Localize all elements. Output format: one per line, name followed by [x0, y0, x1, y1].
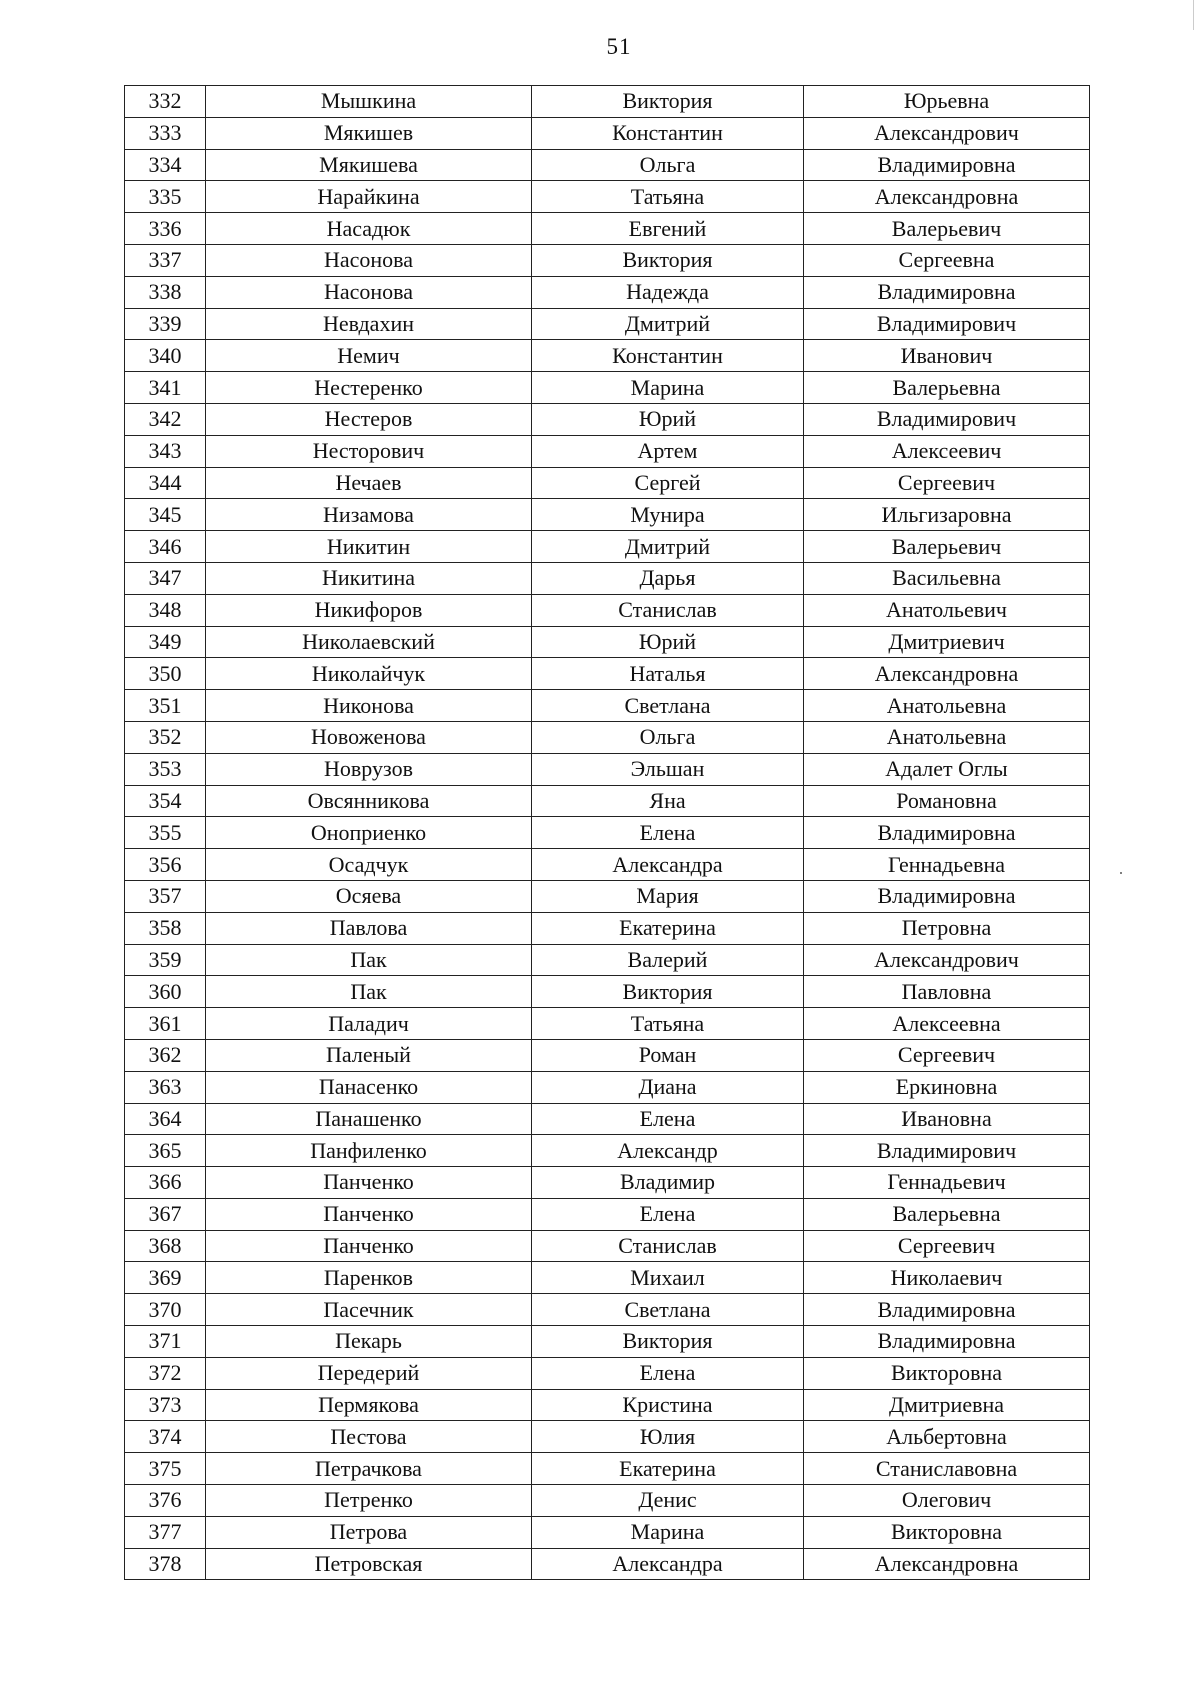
row-number-cell: 354 — [125, 785, 206, 817]
last-name-cell: Никонова — [206, 690, 532, 722]
last-name-cell: Передерий — [206, 1357, 532, 1389]
first-name-cell: Александра — [532, 1548, 804, 1580]
last-name-cell: Пак — [206, 976, 532, 1008]
row-number-cell: 351 — [125, 690, 206, 722]
row-number-cell: 358 — [125, 912, 206, 944]
table-row — [125, 849, 1090, 881]
first-name-cell: Юлия — [532, 1421, 804, 1453]
first-name-cell: Наталья — [532, 658, 804, 690]
row-number-cell: 353 — [125, 753, 206, 785]
row-number-cell: 362 — [125, 1039, 206, 1071]
patronymic-cell: Ильгизаровна — [804, 499, 1090, 531]
row-number-cell: 367 — [125, 1198, 206, 1230]
row-number-cell: 375 — [125, 1453, 206, 1485]
last-name-cell: Осяева — [206, 880, 532, 912]
last-name-cell: Паренков — [206, 1262, 532, 1294]
patronymic-cell: Сергеевич — [804, 1230, 1090, 1262]
table-row — [125, 1548, 1090, 1580]
patronymic-cell: Васильевна — [804, 562, 1090, 594]
patronymic-cell: Валерьевна — [804, 1198, 1090, 1230]
last-name-cell: Низамова — [206, 499, 532, 531]
first-name-cell: Валерий — [532, 944, 804, 976]
patronymic-cell: Владимировна — [804, 817, 1090, 849]
first-name-cell: Елена — [532, 1103, 804, 1135]
patronymic-cell: Дмитриевич — [804, 626, 1090, 658]
first-name-cell: Денис — [532, 1485, 804, 1517]
first-name-cell: Артем — [532, 435, 804, 467]
last-name-cell: Мышкина — [206, 86, 532, 118]
table-row — [125, 1071, 1090, 1103]
row-number-cell: 372 — [125, 1357, 206, 1389]
first-name-cell: Станислав — [532, 594, 804, 626]
row-number-cell: 356 — [125, 849, 206, 881]
patronymic-cell: Владимировна — [804, 276, 1090, 308]
table-row — [125, 149, 1090, 181]
table-row — [125, 817, 1090, 849]
patronymic-cell: Владимировна — [804, 1326, 1090, 1358]
first-name-cell: Светлана — [532, 690, 804, 722]
row-number-cell: 366 — [125, 1167, 206, 1199]
first-name-cell: Диана — [532, 1071, 804, 1103]
first-name-cell: Виктория — [532, 1326, 804, 1358]
last-name-cell: Нестеров — [206, 403, 532, 435]
row-number-cell: 348 — [125, 594, 206, 626]
table-row — [125, 1230, 1090, 1262]
scan-speck — [1120, 872, 1122, 874]
row-number-cell: 369 — [125, 1262, 206, 1294]
table-row — [125, 594, 1090, 626]
patronymic-cell: Алексеевна — [804, 1008, 1090, 1040]
row-number-cell: 374 — [125, 1421, 206, 1453]
table-row — [125, 944, 1090, 976]
patronymic-cell: Павловна — [804, 976, 1090, 1008]
table-row — [125, 86, 1090, 118]
table-row — [125, 1262, 1090, 1294]
patronymic-cell: Владимировна — [804, 880, 1090, 912]
first-name-cell: Елена — [532, 1198, 804, 1230]
table-row — [125, 181, 1090, 213]
last-name-cell: Никитина — [206, 562, 532, 594]
first-name-cell: Константин — [532, 340, 804, 372]
row-number-cell: 378 — [125, 1548, 206, 1580]
last-name-cell: Невдахин — [206, 308, 532, 340]
table-row — [125, 1039, 1090, 1071]
patronymic-cell: Сергеевна — [804, 244, 1090, 276]
row-number-cell: 368 — [125, 1230, 206, 1262]
first-name-cell: Кристина — [532, 1389, 804, 1421]
row-number-cell: 355 — [125, 817, 206, 849]
row-number-cell: 341 — [125, 372, 206, 404]
first-name-cell: Ольга — [532, 721, 804, 753]
table-row — [125, 658, 1090, 690]
first-name-cell: Дарья — [532, 562, 804, 594]
table-row — [125, 308, 1090, 340]
last-name-cell: Петренко — [206, 1485, 532, 1517]
patronymic-cell: Геннадьевич — [804, 1167, 1090, 1199]
last-name-cell: Новоженова — [206, 721, 532, 753]
table-row — [125, 372, 1090, 404]
row-number-cell: 352 — [125, 721, 206, 753]
table-row — [125, 1389, 1090, 1421]
page-number: 51 — [606, 34, 632, 59]
first-name-cell: Виктория — [532, 244, 804, 276]
table-row — [125, 721, 1090, 753]
patronymic-cell: Александровна — [804, 658, 1090, 690]
row-number-cell: 361 — [125, 1008, 206, 1040]
first-name-cell: Александр — [532, 1135, 804, 1167]
first-name-cell: Елена — [532, 1357, 804, 1389]
row-number-cell: 338 — [125, 276, 206, 308]
patronymic-cell: Романовна — [804, 785, 1090, 817]
row-number-cell: 332 — [125, 86, 206, 118]
row-number-cell: 360 — [125, 976, 206, 1008]
table-row — [125, 340, 1090, 372]
row-number-cell: 363 — [125, 1071, 206, 1103]
row-number-cell: 376 — [125, 1485, 206, 1517]
row-number-cell: 342 — [125, 403, 206, 435]
table-row — [125, 1103, 1090, 1135]
last-name-cell: Насонова — [206, 244, 532, 276]
last-name-cell: Насонова — [206, 276, 532, 308]
table-row — [125, 1453, 1090, 1485]
last-name-cell: Немич — [206, 340, 532, 372]
first-name-cell: Надежда — [532, 276, 804, 308]
last-name-cell: Панасенко — [206, 1071, 532, 1103]
last-name-cell: Панфиленко — [206, 1135, 532, 1167]
scan-edge-mark — [1193, 0, 1194, 30]
row-number-cell: 364 — [125, 1103, 206, 1135]
patronymic-cell: Анатольевич — [804, 594, 1090, 626]
table-row — [125, 1516, 1090, 1548]
patronymic-cell: Еркиновна — [804, 1071, 1090, 1103]
last-name-cell: Овсянникова — [206, 785, 532, 817]
table-row — [125, 213, 1090, 245]
patronymic-cell: Олегович — [804, 1485, 1090, 1517]
table-row — [125, 690, 1090, 722]
patronymic-cell: Сергеевич — [804, 1039, 1090, 1071]
table-row — [125, 467, 1090, 499]
first-name-cell: Виктория — [532, 976, 804, 1008]
row-number-cell: 333 — [125, 117, 206, 149]
last-name-cell: Петрова — [206, 1516, 532, 1548]
patronymic-cell: Владимировна — [804, 1294, 1090, 1326]
patronymic-cell: Валерьевич — [804, 531, 1090, 563]
row-number-cell: 340 — [125, 340, 206, 372]
row-number-cell: 339 — [125, 308, 206, 340]
last-name-cell: Насадюк — [206, 213, 532, 245]
table-row — [125, 1294, 1090, 1326]
table-row — [125, 880, 1090, 912]
row-number-cell: 337 — [125, 244, 206, 276]
patronymic-cell: Александровна — [804, 1548, 1090, 1580]
first-name-cell: Елена — [532, 817, 804, 849]
patronymic-cell: Алексеевич — [804, 435, 1090, 467]
patronymic-cell: Александровна — [804, 181, 1090, 213]
row-number-cell: 377 — [125, 1516, 206, 1548]
last-name-cell: Панченко — [206, 1198, 532, 1230]
last-name-cell: Никитин — [206, 531, 532, 563]
first-name-cell: Светлана — [532, 1294, 804, 1326]
patronymic-cell: Александрович — [804, 117, 1090, 149]
patronymic-cell: Анатольевна — [804, 721, 1090, 753]
first-name-cell: Роман — [532, 1039, 804, 1071]
patronymic-cell: Ивановна — [804, 1103, 1090, 1135]
patronymic-cell: Николаевич — [804, 1262, 1090, 1294]
row-number-cell: 336 — [125, 213, 206, 245]
first-name-cell: Юрий — [532, 626, 804, 658]
patronymic-cell: Валерьевна — [804, 372, 1090, 404]
patronymic-cell: Анатольевна — [804, 690, 1090, 722]
table-row — [125, 753, 1090, 785]
table-row — [125, 499, 1090, 531]
first-name-cell: Константин — [532, 117, 804, 149]
row-number-cell: 343 — [125, 435, 206, 467]
table-row — [125, 1421, 1090, 1453]
patronymic-cell: Викторовна — [804, 1357, 1090, 1389]
last-name-cell: Паленый — [206, 1039, 532, 1071]
last-name-cell: Панашенко — [206, 1103, 532, 1135]
table-row — [125, 1008, 1090, 1040]
patronymic-cell: Викторовна — [804, 1516, 1090, 1548]
last-name-cell: Петровская — [206, 1548, 532, 1580]
patronymic-cell: Владимирович — [804, 403, 1090, 435]
table-row — [125, 403, 1090, 435]
first-name-cell: Станислав — [532, 1230, 804, 1262]
last-name-cell: Новрузов — [206, 753, 532, 785]
last-name-cell: Панченко — [206, 1230, 532, 1262]
table-row — [125, 1357, 1090, 1389]
patronymic-cell: Геннадьевна — [804, 849, 1090, 881]
row-number-cell: 357 — [125, 880, 206, 912]
last-name-cell: Петрачкова — [206, 1453, 532, 1485]
last-name-cell: Нечаев — [206, 467, 532, 499]
table-row — [125, 626, 1090, 658]
table-row — [125, 1326, 1090, 1358]
row-number-cell: 345 — [125, 499, 206, 531]
first-name-cell: Марина — [532, 1516, 804, 1548]
row-number-cell: 344 — [125, 467, 206, 499]
first-name-cell: Татьяна — [532, 181, 804, 213]
last-name-cell: Осадчук — [206, 849, 532, 881]
row-number-cell: 365 — [125, 1135, 206, 1167]
patronymic-cell: Петровна — [804, 912, 1090, 944]
table-row — [125, 1167, 1090, 1199]
first-name-cell: Михаил — [532, 1262, 804, 1294]
patronymic-cell: Владимирович — [804, 308, 1090, 340]
last-name-cell: Нестеренко — [206, 372, 532, 404]
row-number-cell: 335 — [125, 181, 206, 213]
last-name-cell: Паладич — [206, 1008, 532, 1040]
row-number-cell: 346 — [125, 531, 206, 563]
row-number-cell: 347 — [125, 562, 206, 594]
first-name-cell: Татьяна — [532, 1008, 804, 1040]
roster-table — [124, 85, 1090, 1580]
last-name-cell: Николайчук — [206, 658, 532, 690]
table-row — [125, 785, 1090, 817]
first-name-cell: Дмитрий — [532, 531, 804, 563]
last-name-cell: Никифоров — [206, 594, 532, 626]
patronymic-cell: Александрович — [804, 944, 1090, 976]
patronymic-cell: Владимировна — [804, 149, 1090, 181]
patronymic-cell: Станиславовна — [804, 1453, 1090, 1485]
last-name-cell: Пак — [206, 944, 532, 976]
last-name-cell: Мякишев — [206, 117, 532, 149]
first-name-cell: Юрий — [532, 403, 804, 435]
table-row — [125, 435, 1090, 467]
row-number-cell: 350 — [125, 658, 206, 690]
first-name-cell: Мунира — [532, 499, 804, 531]
table-row — [125, 244, 1090, 276]
row-number-cell: 359 — [125, 944, 206, 976]
last-name-cell: Панченко — [206, 1167, 532, 1199]
row-number-cell: 334 — [125, 149, 206, 181]
first-name-cell: Эльшан — [532, 753, 804, 785]
row-number-cell: 349 — [125, 626, 206, 658]
first-name-cell: Марина — [532, 372, 804, 404]
first-name-cell: Яна — [532, 785, 804, 817]
patronymic-cell: Адалет Оглы — [804, 753, 1090, 785]
row-number-cell: 370 — [125, 1294, 206, 1326]
table-row — [125, 976, 1090, 1008]
last-name-cell: Пермякова — [206, 1389, 532, 1421]
last-name-cell: Пестова — [206, 1421, 532, 1453]
last-name-cell: Несторович — [206, 435, 532, 467]
last-name-cell: Пасечник — [206, 1294, 532, 1326]
first-name-cell: Владимир — [532, 1167, 804, 1199]
table-row — [125, 562, 1090, 594]
first-name-cell: Мария — [532, 880, 804, 912]
table-row — [125, 1485, 1090, 1517]
table-row — [125, 117, 1090, 149]
last-name-cell: Мякишева — [206, 149, 532, 181]
table-row — [125, 1198, 1090, 1230]
table-row — [125, 1135, 1090, 1167]
first-name-cell: Екатерина — [532, 1453, 804, 1485]
first-name-cell: Евгений — [532, 213, 804, 245]
table-row — [125, 276, 1090, 308]
table-row — [125, 912, 1090, 944]
last-name-cell: Павлова — [206, 912, 532, 944]
patronymic-cell: Иванович — [804, 340, 1090, 372]
last-name-cell: Оноприенко — [206, 817, 532, 849]
row-number-cell: 371 — [125, 1326, 206, 1358]
first-name-cell: Екатерина — [532, 912, 804, 944]
first-name-cell: Ольга — [532, 149, 804, 181]
first-name-cell: Сергей — [532, 467, 804, 499]
patronymic-cell: Владимирович — [804, 1135, 1090, 1167]
table-row — [125, 531, 1090, 563]
last-name-cell: Нарайкина — [206, 181, 532, 213]
row-number-cell: 373 — [125, 1389, 206, 1421]
patronymic-cell: Юрьевна — [804, 86, 1090, 118]
first-name-cell: Дмитрий — [532, 308, 804, 340]
first-name-cell: Виктория — [532, 86, 804, 118]
last-name-cell: Пекарь — [206, 1326, 532, 1358]
patronymic-cell: Дмитриевна — [804, 1389, 1090, 1421]
patronymic-cell: Валерьевич — [804, 213, 1090, 245]
patronymic-cell: Альбертовна — [804, 1421, 1090, 1453]
first-name-cell: Александра — [532, 849, 804, 881]
patronymic-cell: Сергеевич — [804, 467, 1090, 499]
roster-table-body — [125, 86, 1090, 1580]
last-name-cell: Николаевский — [206, 626, 532, 658]
